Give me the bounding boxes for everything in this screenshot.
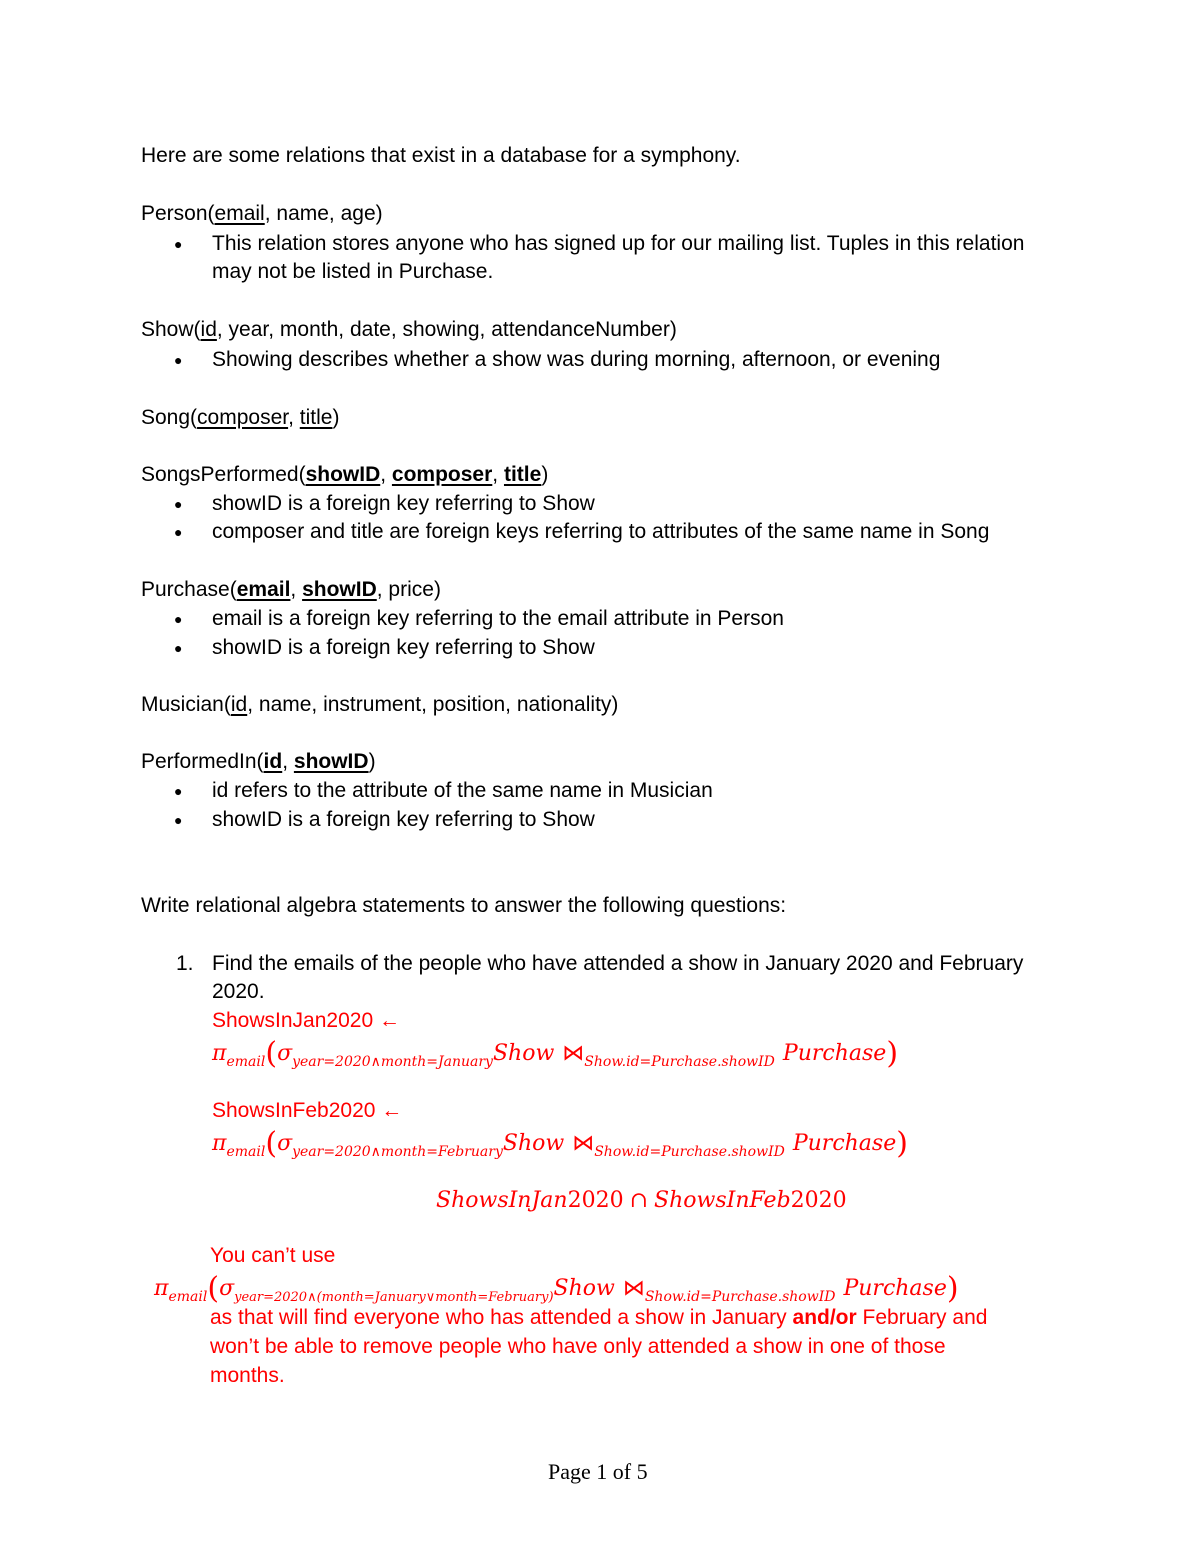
question-text: 2020. — [212, 980, 265, 1003]
assignment-jan: ShowsInJan2020 ← — [212, 1009, 400, 1032]
projection-subscript: email — [168, 1289, 208, 1305]
foreign-primary-key: showID — [302, 578, 377, 601]
relation-term: Show — [492, 1041, 555, 1066]
close-paren: ) — [896, 1126, 908, 1161]
instruction-text: Write relational algebra statements to answer the following questions: — [141, 894, 787, 917]
join-subscript: Show.id=Purchase.showID — [594, 1144, 785, 1160]
formula-jan — [212, 1036, 898, 1079]
intro-text: Here are some relations that exist in a database for a symphony. — [141, 144, 741, 167]
bullet-text: showID is a foreign key referring to Show — [212, 636, 595, 659]
relation-song — [141, 404, 339, 432]
attribute-list: , name, age) — [264, 202, 383, 225]
relation-term-number: 2020 — [790, 1188, 847, 1213]
relation-name: Person( — [141, 202, 215, 225]
open-paren: ( — [207, 1271, 220, 1306]
bullet-text: email is a foreign key referring to the email attribute in Person — [212, 607, 784, 630]
separator: , — [288, 406, 300, 429]
note-text-part: February and — [856, 1306, 988, 1329]
relation-term: ShowsInFeb — [654, 1188, 791, 1213]
note-text: months. — [210, 1364, 285, 1387]
bullet-icon: ● — [174, 496, 183, 512]
relation-name: Song( — [141, 406, 198, 429]
note-text — [210, 1304, 987, 1332]
selection-subscript: year=2020∧month=February — [292, 1144, 503, 1160]
join-symbol: ⋈ — [622, 1276, 645, 1301]
relation-musician — [141, 691, 618, 719]
question-text: Find the emails of the people who have attended a show in January 2020 and February — [212, 952, 1024, 975]
primary-key: title — [299, 406, 333, 429]
relation-term: ShowsInJan — [436, 1188, 568, 1213]
pi-symbol: π — [154, 1276, 169, 1301]
separator: , — [380, 463, 392, 486]
assignment-feb: ShowsInFeb2020 ← — [212, 1099, 403, 1122]
open-paren: ( — [265, 1126, 278, 1161]
close-paren: ) — [886, 1036, 899, 1071]
projection-subscript: email — [226, 1144, 266, 1160]
close-paren: ) — [332, 406, 340, 429]
relation-name: Musician( — [141, 693, 231, 716]
relation-purchase — [141, 576, 441, 604]
bullet-text: showID is a foreign key referring to Show — [212, 492, 595, 515]
relation-term: Show — [553, 1276, 615, 1301]
bullet-icon: ● — [174, 352, 183, 368]
sigma-symbol: σ — [277, 1131, 293, 1156]
primary-key: composer — [197, 406, 289, 429]
foreign-primary-key: title — [503, 463, 542, 486]
attribute-list: , year, month, date, showing, attendanceNumber) — [216, 318, 677, 341]
bullet-icon: ● — [174, 812, 183, 828]
relation-show — [141, 316, 677, 344]
close-paren: ) — [946, 1271, 959, 1306]
attribute-list: , price) — [376, 578, 441, 601]
relation-term-number: 2020 — [567, 1188, 624, 1213]
foreign-primary-key: showID — [305, 463, 381, 486]
formula-feb — [212, 1126, 908, 1169]
open-paren: ( — [265, 1036, 278, 1071]
bullet-icon: ● — [174, 783, 183, 799]
intersection-symbol: ∩ — [629, 1188, 649, 1213]
relation-name: Show( — [141, 318, 201, 341]
bullet-text: showID is a foreign key referring to Show — [212, 808, 595, 831]
join-symbol: ⋈ — [572, 1131, 595, 1156]
note-text: won’t be able to remove people who have only attended a show in one of those — [210, 1335, 946, 1358]
relation-songs-performed — [141, 461, 548, 489]
foreign-primary-key: showID — [293, 750, 369, 773]
relation-performed-in — [141, 748, 376, 776]
question-number: 1. — [176, 952, 194, 975]
join-subscript: Show.id=Purchase.showID — [584, 1054, 775, 1070]
selection-subscript: year=2020∧(month=January∨month=February) — [234, 1290, 554, 1305]
relation-name: SongsPerformed( — [141, 463, 306, 486]
page-number: Page 1 of 5 — [548, 1459, 648, 1484]
sigma-symbol: σ — [219, 1276, 235, 1301]
relation-name: PerformedIn( — [141, 750, 264, 773]
primary-key: id — [200, 318, 217, 341]
bullet-icon: ● — [174, 524, 183, 540]
relation-term: Purchase — [843, 1276, 947, 1301]
bullet-icon: ● — [174, 236, 183, 252]
relation-name: Purchase( — [141, 578, 237, 601]
bullet-text: id refers to the attribute of the same name in Musician — [212, 779, 713, 802]
bullet-text: may not be listed in Purchase. — [212, 260, 494, 283]
relation-term: Purchase — [782, 1041, 887, 1066]
bullet-text: composer and title are foreign keys referring to attributes of the same name in Song — [212, 520, 990, 543]
close-paren: ) — [541, 463, 549, 486]
note-heading: You can’t use — [210, 1244, 336, 1267]
primary-key: email — [214, 202, 265, 225]
foreign-primary-key: composer — [391, 463, 493, 486]
sigma-symbol: σ — [277, 1041, 293, 1066]
bullet-text: This relation stores anyone who has signed up for our mailing list. Tuples in this relation — [212, 232, 1025, 255]
bullet-icon: ● — [174, 640, 183, 656]
separator: , — [492, 463, 504, 486]
note-emphasis: and/or — [792, 1306, 857, 1329]
join-subscript: Show.id=Purchase.showID — [644, 1289, 836, 1305]
bullet-text: Showing describes whether a show was during morning, afternoon, or evening — [212, 348, 941, 371]
attribute-list: , name, instrument, position, nationality) — [247, 693, 619, 716]
pi-symbol: π — [212, 1131, 227, 1156]
pi-symbol: π — [212, 1041, 227, 1066]
relation-term: Purchase — [792, 1131, 897, 1156]
intersection-formula — [436, 1184, 847, 1217]
projection-subscript: email — [226, 1054, 266, 1070]
note-text-part: as that will find everyone who has attended a show in January — [210, 1306, 793, 1329]
selection-subscript: year=2020∧month=January — [292, 1054, 493, 1070]
bullet-icon: ● — [174, 611, 183, 627]
separator: , — [282, 750, 294, 773]
foreign-primary-key: id — [263, 750, 283, 773]
separator: , — [290, 578, 303, 601]
relation-person — [141, 200, 383, 228]
close-paren: ) — [368, 750, 376, 773]
primary-key: id — [230, 693, 248, 716]
join-symbol: ⋈ — [562, 1041, 585, 1066]
relation-term: Show — [502, 1131, 565, 1156]
foreign-primary-key: email — [236, 578, 291, 601]
